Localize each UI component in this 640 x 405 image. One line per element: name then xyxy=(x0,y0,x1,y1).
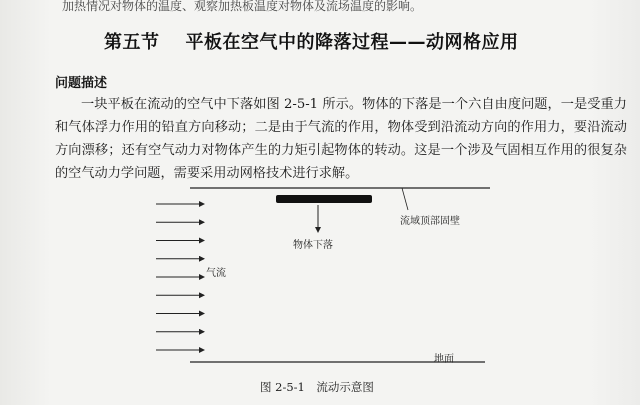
problem-description-heading: 问题描述 xyxy=(55,76,108,91)
previous-text-fragment: 加热情况对物体的温度、观察加热板温度对物体及流场温度的影响。 xyxy=(62,0,423,13)
top-wall-leader-line xyxy=(402,188,408,210)
top-wall-label: 流域顶部固壁 xyxy=(400,216,460,227)
problem-description-paragraph: 一块平板在流动的空气中下落如图 2-5-1 所示。物体的下落是一个六自由度问题，一是受重力和气体浮力作用的铅直方向移动；二是由于气流的作用，物体受到沿流动方向的作用力，要沿流动方向漂移；还有空气动力对物体产生的力矩引起物体的转动。这是一个涉及气固相互作用的很复杂的空气动力学问题，需要采用动网格技术进行求解。 xyxy=(55,97,627,181)
inflow-arrows xyxy=(156,204,204,350)
airflow-label: 气流 xyxy=(206,268,226,279)
flow-schematic-figure xyxy=(140,178,510,373)
ground-label: 地面 xyxy=(434,354,454,365)
section-number: 第五节 xyxy=(104,32,160,53)
figure-caption: 图 2-5-1 流动示意图 xyxy=(260,380,374,394)
section-title-text: 平板在空气中的降落过程——动网格应用 xyxy=(185,32,519,53)
falling-plate xyxy=(276,195,372,203)
flow-schematic-diagram xyxy=(140,178,510,373)
falling-label: 物体下落 xyxy=(293,240,333,251)
section-title xyxy=(104,28,519,54)
